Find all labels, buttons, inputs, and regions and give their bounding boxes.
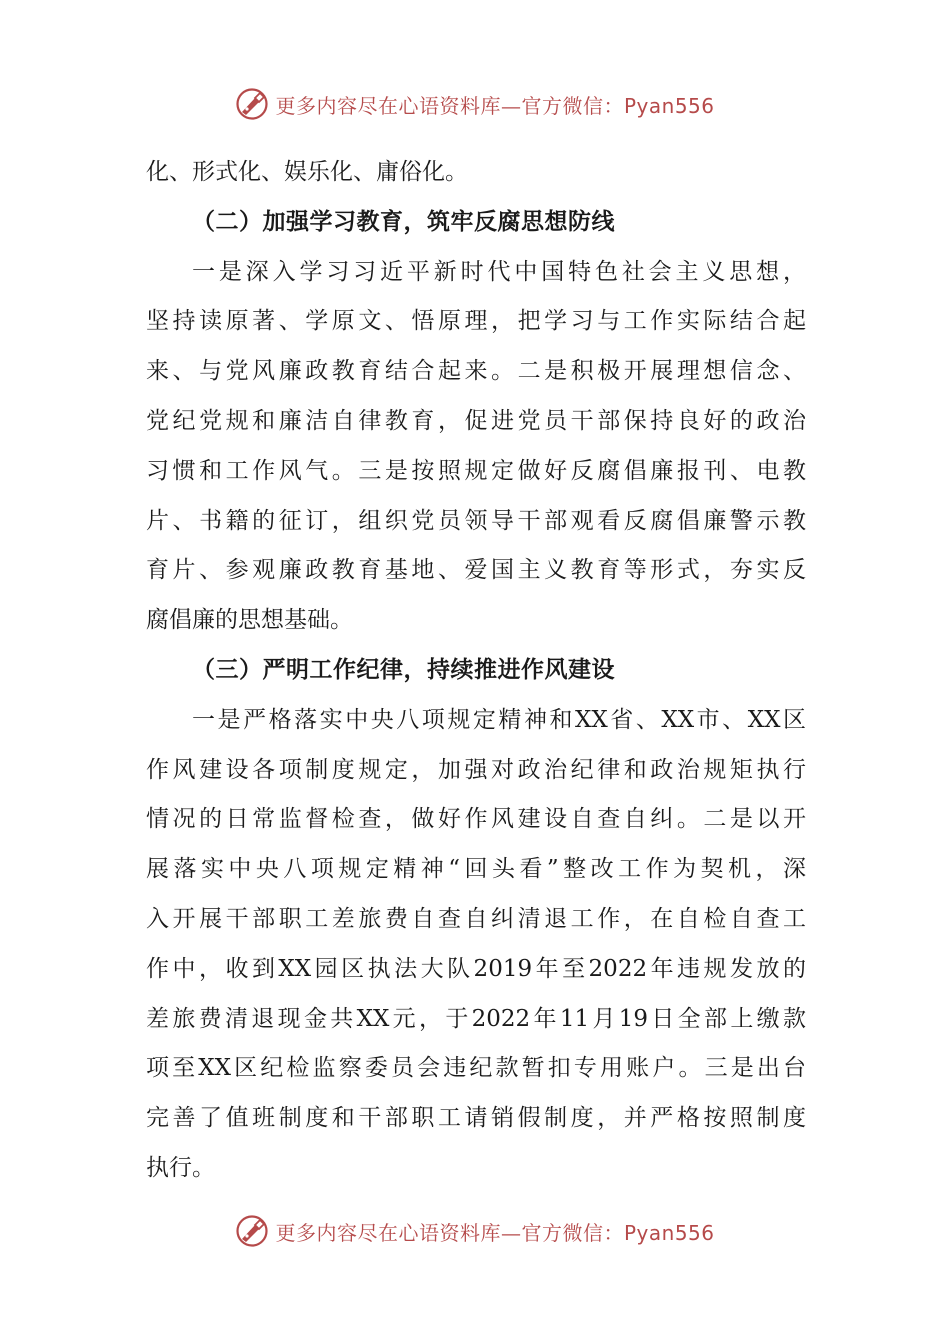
section-heading-3: （三）严明工作纪律，持续推进作风建设 <box>192 656 615 683</box>
document-body <box>146 148 806 1194</box>
paragraph-line: 展落实中央八项规定精神“回头看”整改工作为契机，深 <box>146 856 806 883</box>
paragraph-line: 党纪党规和廉洁自律教育，促进党员干部保持良好的政治 <box>146 407 806 434</box>
paragraph-line: 片、书籍的征订，组织党员领导干部观看反腐倡廉警示教 <box>146 507 806 534</box>
paragraph-line: 入开展干部职工差旅费自查自纠清退工作，在自检自查工 <box>146 905 806 932</box>
paragraph-line: 差旅费清退现金共XX元，于2022年11月19日全部上缴款 <box>146 1005 806 1032</box>
paragraph-line: 项至XX区纪检监察委员会违纪款暂扣专用账户。三是出台 <box>146 1055 806 1082</box>
paragraph-line: 腐倡廉的思想基础。 <box>146 607 353 634</box>
paragraph-line: 一是深入学习习近平新时代中国特色社会主义思想， <box>192 258 806 285</box>
paragraph-line: 情况的日常监督检查，做好作风建设自查自纠。二是以开 <box>146 806 806 833</box>
paragraph-line: 执行。 <box>146 1154 215 1181</box>
paragraph-line: 作风建设各项制度规定，加强对政治纪律和政治规矩执行 <box>146 756 806 783</box>
header-banner <box>0 82 950 126</box>
header-banner-text: 更多内容尽在心语资料库—官方微信：Pyan556 <box>275 93 715 118</box>
wechat-id: Pyan556 <box>623 1220 715 1245</box>
wechat-id: Pyan556 <box>623 93 715 118</box>
pen-nib-logo-icon <box>235 87 269 121</box>
paragraph-line: 完善了值班制度和干部职工请销假制度，并严格按照制度 <box>146 1105 806 1132</box>
paragraph-line: 作中，收到XX园区执法大队2019年至2022年违规发放的 <box>146 955 806 982</box>
footer-banner-text: 更多内容尽在心语资料库—官方微信：Pyan556 <box>275 1220 715 1245</box>
paragraph-line: 育片、参观廉政教育基地、爱国主义教育等形式，夯实反 <box>146 557 806 584</box>
paragraph-line: 化、形式化、娱乐化、庸俗化。 <box>146 159 468 185</box>
footer-banner <box>0 1209 950 1253</box>
pen-nib-logo-icon <box>235 1214 269 1248</box>
paragraph-line: 来、与党风廉政教育结合起来。二是积极开展理想信念、 <box>146 358 806 385</box>
section-heading-2: （二）加强学习教育，筑牢反腐思想防线 <box>192 208 615 235</box>
paragraph-line: 习惯和工作风气。三是按照规定做好反腐倡廉报刊、电教 <box>146 457 806 484</box>
paragraph-line: 一是严格落实中央八项规定精神和XX省、XX市、XX区 <box>192 706 806 733</box>
paragraph-line: 坚持读原著、学原文、悟原理，把学习与工作实际结合起 <box>146 308 806 335</box>
